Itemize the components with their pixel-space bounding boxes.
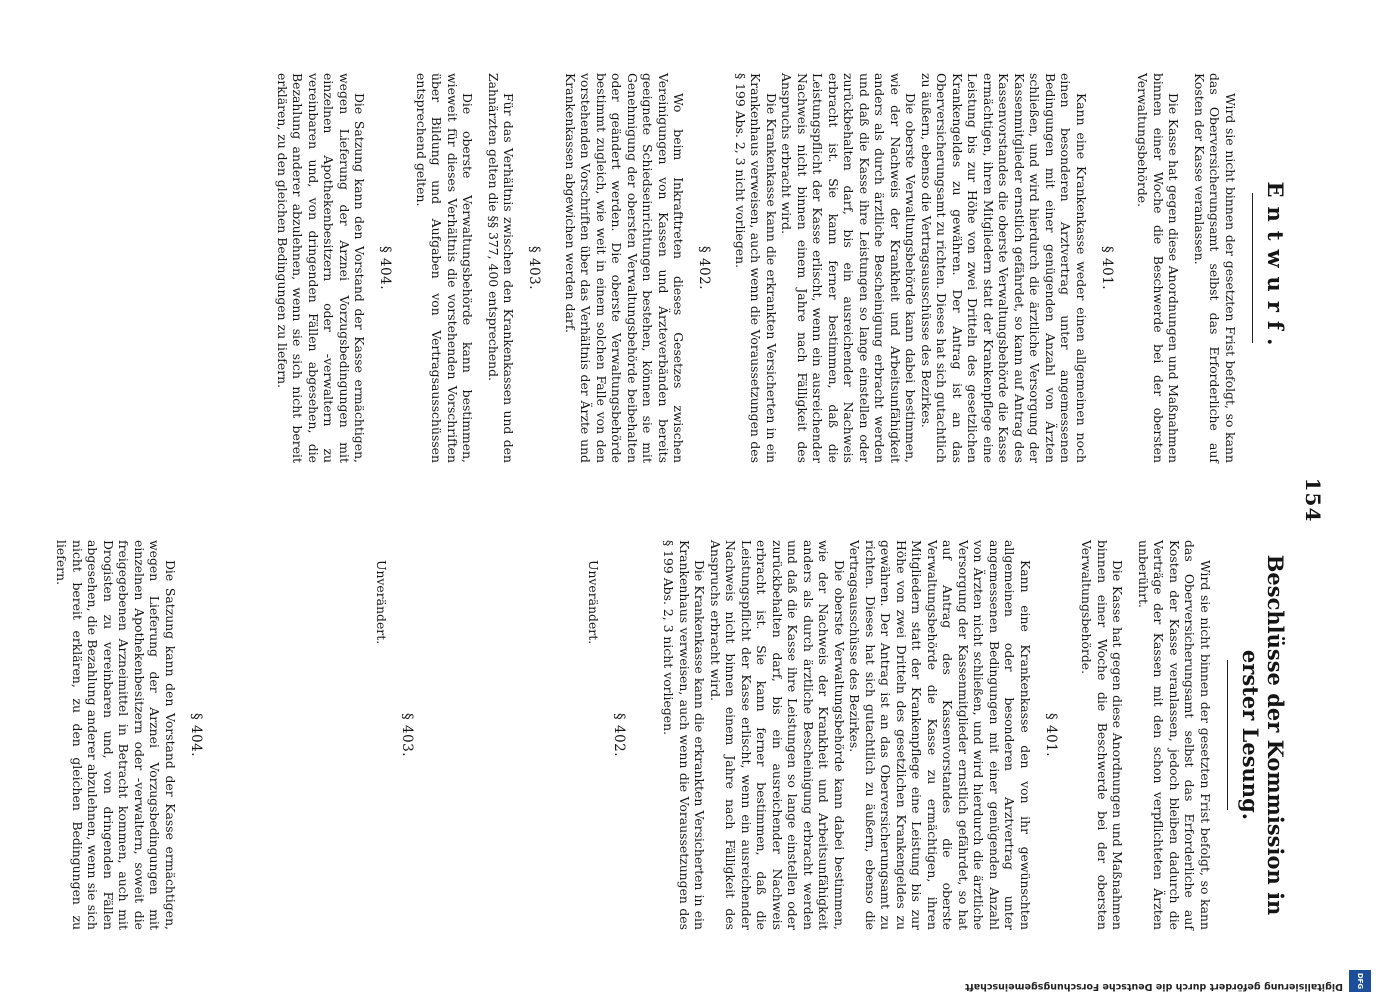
paragraph: Kann eine Krankenkasse weder einen allgemeinen noch einen besonderen Arztvertrag unter angemessenen Bedingungen mit einer genügenden Anzahl von Ärzten schließen, und wird hierdurch die ärztliche Versorgung der Kassenmitglieder ernstlich gefährdet, so kann auf Antrag des Kassenvorstandes die oberste Verwaltungsbehörde die Kasse ermächtigen, ihren Mitgliedern statt der Krankenpflege eine Leistung bis zur Höhe von zwei Dritteln des gesetzlichen Krankengeldes zu gewähren. Der Antrag ist an das Oberversicherungsamt zu richten. Dieses hat sich gutachtlich zu äußern, ebenso die Vertragsausschüsse des Bezirkes.: [919, 73, 1089, 463]
section-heading-401: § 401.: [1099, 245, 1115, 291]
column-commission: [54, 540, 1288, 930]
paragraph: Die Kasse hat gegen diese Anordnungen und Maßnahmen binnen einer Woche die Beschwerde bei der obersten Verwaltungsbehörde.: [1135, 73, 1182, 463]
paragraph: Wo beim Inkrafttreten dieses Gesetzes zwischen Vereinigungen von Kassen und Ärzteverbänden bereits geeignete Schiedseinrichtungen bestehen, können sie mit Genehmigung der obersten Verwaltungsbehörde beibehalten oder geändert werden. Die oberste Verwaltungsbehörde bestimmt zugleich, wie weit in einem solchen Falle von den vorstehenden Vorschriften über das Verhältnis der Ärzte und Krankenkassen abgewichen werden darf.: [563, 73, 687, 463]
column-title-commission: Beschlüsse der Kommission in erster Lesung.: [1238, 554, 1288, 916]
funding-credit-text: Digitalisierung gefördert durch die Deutsche Forschungsgemeinschaft: [965, 981, 1343, 992]
paragraph: Die Krankenkasse kann die erkrankten Versicherten in ein Krankenhaus verweisen, auch wenn die Voraussetzungen des § 199 Abs. 2, 3 nicht vorliegen.: [661, 540, 708, 930]
section-heading-404: § 404.: [188, 712, 204, 758]
paragraph: Die Krankenkasse kann die erkrankten Versicherten in ein Krankenhaus verweisen, auch wenn die Voraussetzungen des § 199 Abs. 2, 3 nicht vorliegen.: [733, 73, 779, 463]
spacer: [436, 540, 586, 930]
section-heading-401: § 401.: [1043, 712, 1059, 758]
paragraph: Die Satzung kann den Vorstand der Kasse ermächtigen, wegen Lieferung der Arznei Vorzugsbedingungen mit einzelnen Apothekenbesitzern oder -verwaltern zu vereinbaren und, von dringenden Fällen abgesehen, die Bezahlung anderer abzulehnen, wenn sie sich nicht bereit erklären, zu den gleichen Bedingungen zu liefern.: [275, 73, 368, 463]
paragraph: Die Satzung kann den Vorstand der Kasse ermächtigen, wegen Lieferung der Arznei Vorzugsbedingungen mit einzelnen Apothekenbesitzern oder -verwaltern, soweit die freigegebenen Arzneimittel in Betracht kommen, auch mit Drogisten zu vereinbaren und, von dringenden Fällen abgesehen, die Bezahlung anderer abzulehnen, wenn sie sich nicht bereit erklären, zu den gleichen Bedingungen zu liefern.: [54, 540, 178, 930]
title-rule: [1227, 660, 1228, 810]
unchanged-note: Unverändert.: [586, 560, 601, 645]
dfg-logo-icon: DFG: [1349, 970, 1371, 992]
section-heading-403: § 403.: [399, 712, 416, 758]
paragraph: Die oberste Verwaltungsbehörde kann dabei bestimmen, wie der Nachweis der Krankheit und Arbeitsunfähigkeit anders als durch ärztliche Bescheinigung erbracht werden und daß die Kasse ihre Leistungen so lange einstellen oder zurückbehalten darf, bis ein ausreichender Nachweis erbracht ist. Sie kann ferner bestimmen, daß die Leistungspflicht der Kasse erlischt, wenn ein ausreichender Nachweis nicht binnen einem Jahre nach Fälligkeit des Anspruchs erbracht wird.: [779, 73, 919, 463]
paragraph: Wird sie nicht binnen der gesetzten Frist befolgt, so kann das Oberversicherungsamt selbst das Erforderliche auf Kosten der Kasse veranlassen.: [1192, 73, 1238, 463]
spacer: [647, 540, 661, 930]
paragraph: Die oberste Verwaltungsbehörde kann bestimmen, wieweit für dieses Verhältnis die vorstehenden Vorschriften über Bildung und Aufgaben von Vertragsausschüssen entsprechend gelten.: [414, 73, 476, 463]
page-number: 154: [1301, 477, 1325, 523]
column-title-draft: Entwurf.: [1263, 181, 1288, 355]
spacer: [224, 540, 374, 930]
section-heading-404: § 404.: [377, 245, 394, 291]
title-rule: [1252, 193, 1253, 343]
paragraph: Die oberste Verwaltungsbehörde kann dabei bestimmen, wie der Nachweis der Krankheit und Arbeitsunfähigkeit anders als durch ärztliche Bescheinigung erbracht werden und daß die Kasse ihre Leistungen so lange einstellen oder zurückbehalten darf, bis ein ausreichender Nachweis erbracht ist. Sie kann ferner bestimmen, daß die Leistungspflicht der Kasse erlischt, wenn ein ausreichender Nachweis nicht binnen einem Jahre nach Fälligkeit des Anspruchs erbracht wird.: [708, 540, 847, 930]
paragraph: Für das Verhältnis zwischen den Krankenkassen und den Zahnärzten gelten die §§ 377, 400 entsprechend.: [486, 73, 517, 463]
paragraph: Die Kasse hat gegen diese Anordnungen und Maßnahmen binnen einer Woche die Beschwerde bei der obersten Verwaltungsbehörde.: [1079, 540, 1126, 930]
section-heading-403: § 403.: [526, 245, 543, 291]
section-heading-402: § 402.: [696, 245, 713, 291]
section-heading-402: § 402.: [611, 712, 627, 758]
column-draft: [58, 73, 1288, 463]
unchanged-note: Unverändert.: [374, 560, 390, 645]
paragraph: Wird sie nicht binnen der gesetzten Frist befolgt, so kann das Oberversicherungsamt selbst das Erforderliche auf Kosten der Kasse veranlassen, jedoch bleiben dadurch die Verträge der Kassen mit den schon verpflichteten Ärzten unberührt.: [1136, 540, 1213, 930]
paragraph: Kann eine Krankenkasse den von ihr gewünschten allgemeinen oder besonderen Arztvertrag unter angemessenen Bedingungen mit einer genügenden Anzahl von Ärzten nicht schließen, und wird hierdurch die ärztliche Versorgung der Kassenmitglieder ernstlich gefährdet, so hat auf Antrag des Kassenvorstandes die oberste Verwaltungsbehörde die Kasse zu ermächtigen, ihren Mitgliedern statt der Krankenpflege eine Leistung bis zur Höhe von zwei Dritteln des gesetzlichen Krankengeldes zu gewähren. Der Antrag ist an das Oberversicherungsamt zu richten. Dieses hat sich gutachtlich zu äußern, ebenso die Vertragsausschüsse des Bezirkes.: [847, 540, 1033, 930]
